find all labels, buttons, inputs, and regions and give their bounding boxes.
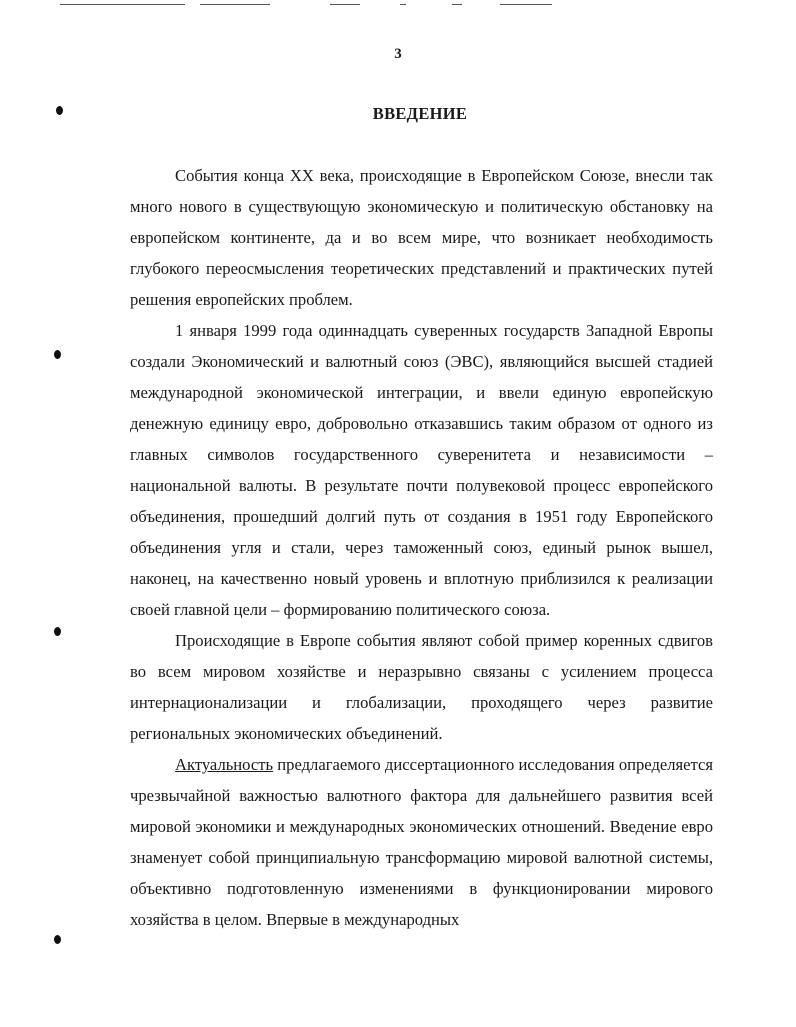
paragraph-4 bbox=[130, 749, 713, 935]
margin-hole-mark bbox=[56, 106, 63, 115]
margin-hole-mark bbox=[54, 935, 61, 944]
page-title: ВВЕДЕНИЕ bbox=[372, 104, 468, 123]
scan-edge-marks bbox=[60, 2, 560, 8]
margin-hole-mark bbox=[54, 350, 61, 359]
paragraph-3: Происходящие в Европе события являют собой пример коренных сдвигов во всем мировом хозяйстве и неразрывно связаны с усилением процесса интернационализации и глобализации, проходящего через развитие региональных экономических объединений. bbox=[130, 631, 713, 743]
body-text bbox=[130, 160, 713, 935]
page-number: 3 bbox=[394, 46, 402, 62]
margin-hole-mark bbox=[54, 627, 61, 636]
paragraph-4-text: предлагаемого диссертационного исследования определяется чрезвычайной важностью валютного фактора для дальнейшего развития всей мировой экономики и международных экономических отношений. Введение евро знаменует собой принципиальную трансформацию мировой валютной системы, объективно подготовленную изменениями в функционировании мирового хозяйства в целом. Впервые в международных bbox=[130, 755, 713, 929]
paragraph-1: События конца XX века, происходящие в Европейском Союзе, внесли так много нового в существующую экономическую и политическую обстановку на европейском континенте, да и во всем мире, что возникает необходимость глубокого переосмысления теоретических представлений и практических путей решения европейских проблем. bbox=[130, 166, 713, 309]
paragraph-2: 1 января 1999 года одиннадцать суверенных государств Западной Европы создали Экономический и валютный союз (ЭВС), являющийся высшей стадией международной экономической интеграции, и ввели единую европейскую денежную единицу евро, добровольно отказавшись таким образом от одного из главных символов государственного суверенитета и независимости – национальной валюты. В результате почти полувековой процесс европейского объединения, прошедший долгий путь от создания в 1951 году Европейского объединения угля и стали, через таможенный союз, единый рынок вышел, наконец, на качественно новый уровень и вплотную приблизился к реализации своей главной цели – формированию политического союза. bbox=[130, 321, 713, 619]
relevance-term: Актуальность bbox=[175, 755, 274, 774]
